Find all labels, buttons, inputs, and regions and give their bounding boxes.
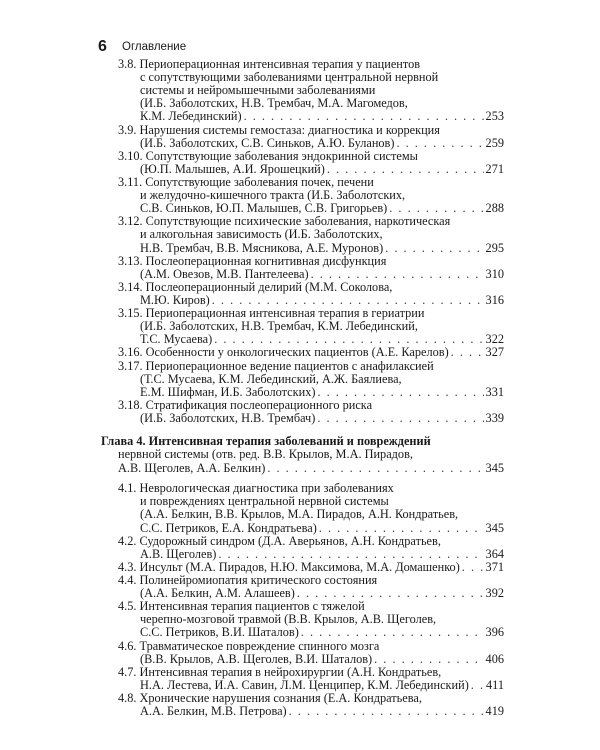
page-ref: 288 bbox=[485, 201, 504, 216]
dot-leader bbox=[317, 411, 483, 425]
toc-line: А.В. Щеголев, А.А. Белкин) . . . 345 bbox=[118, 461, 504, 475]
toc-line: 3.15. Периоперационная интенсивная терапия в гериатрии bbox=[118, 306, 425, 321]
page-header bbox=[98, 40, 518, 56]
toc-line: системы и нейромышечными заболеваниями bbox=[140, 83, 376, 98]
page-ref: 345 bbox=[485, 520, 504, 535]
running-head: Оглавление bbox=[122, 41, 187, 53]
toc-line: (А.А. Белкин, А.М. Алашеев) . . . 392 bbox=[140, 586, 504, 600]
toc-line: 3.17. Периоперационное ведение пациентов с анафилаксией bbox=[118, 358, 434, 373]
page-number: 6 bbox=[98, 38, 107, 55]
toc-line: Т.С. Мусаева) . . . 322 bbox=[140, 332, 504, 346]
dot-leader bbox=[311, 267, 484, 281]
toc-line: 3.8. Периоперационная интенсивная терапия у пациентов bbox=[118, 57, 421, 71]
toc-line: и алкогольная зависимость (И.Б. Заболотских, bbox=[140, 227, 383, 242]
dot-leader bbox=[327, 162, 484, 176]
chapter-heading: Глава 4. Интенсивная терапия заболеваний и повреждений bbox=[101, 434, 431, 449]
page-ref: 310 bbox=[485, 266, 504, 281]
dot-leader bbox=[244, 109, 484, 123]
toc-line: 4.5. Интенсивная терапия пациентов с тяжелой bbox=[118, 599, 365, 614]
toc-line: (А.А. Белкин, В.В. Крылов, М.А. Пирадов, А.Н. Кондратьев, bbox=[140, 507, 459, 522]
toc-line: С.С. Петриков, В.И. Шаталов) . . . 396 bbox=[140, 625, 504, 639]
toc-line: 3.9. Нарушения системы гемостаза: диагностика и коррекция bbox=[118, 122, 440, 137]
dot-leader bbox=[317, 385, 483, 399]
page-ref: 316 bbox=[485, 293, 504, 307]
toc-line: 3.14. Послеоперационный делирий (М.М. Соколова, bbox=[118, 279, 393, 294]
toc-line: Е.М. Шифман, И.Б. Заболотских) . . . 331 bbox=[140, 385, 504, 399]
dot-leader bbox=[462, 560, 484, 574]
page-ref: 339 bbox=[485, 410, 504, 425]
dot-leader bbox=[451, 345, 484, 359]
page-ref: 371 bbox=[485, 559, 504, 574]
dot-leader bbox=[389, 201, 483, 215]
dot-leader bbox=[289, 704, 484, 718]
page-ref: 406 bbox=[485, 651, 504, 666]
page-ref: 322 bbox=[485, 332, 504, 347]
toc-line: Н.В. Трембач, В.В. Мясникова, А.Е. Муронов) . . . 295 bbox=[140, 241, 504, 255]
dot-leader bbox=[319, 521, 484, 535]
page-ref: 271 bbox=[485, 161, 504, 176]
toc-line: 4.6. Травматическое повреждение спинного мозга bbox=[118, 638, 380, 653]
page-ref: 411 bbox=[486, 677, 504, 692]
dot-leader bbox=[396, 136, 483, 150]
toc-line: нервной системы (отв. ред. В.В. Крылов, М.А. Пирадов, bbox=[118, 447, 413, 462]
toc-line: 3.11. Сопутствующие заболевания почек, печени bbox=[118, 175, 374, 189]
toc-line: К.М. Лебединский) . . . 253 bbox=[140, 109, 504, 123]
dot-leader bbox=[214, 332, 483, 346]
dot-leader bbox=[374, 652, 483, 666]
toc-line: 4.1. Неврологическая диагностика при заболеваниях bbox=[118, 481, 394, 496]
toc-line: Н.А. Лестева, И.А. Савин, Л.М. Ценципер, К.М. Лебединский) . . . 411 bbox=[140, 678, 504, 692]
toc-line: (Т.С. Мусаева, К.М. Лебединский, А.Ж. Баялиева, bbox=[140, 371, 402, 386]
page-ref: 295 bbox=[485, 240, 504, 255]
toc-line: 3.13. Послеоперационная когнитивная дисфункция bbox=[118, 253, 387, 268]
toc-line: (Ю.П. Малышев, А.И. Ярошецкий) . . . 271 bbox=[140, 162, 504, 176]
toc-line: и повреждениях центральной нервной системы bbox=[140, 494, 389, 509]
toc-line: 4.4. Полинейромиопатия критического состояния bbox=[118, 572, 378, 587]
toc-line: С.В. Синьков, Ю.П. Малышев, С.В. Григорьев) . . . 288 bbox=[140, 201, 504, 215]
toc-line: (И.Б. Заболотских, Н.В. Трембач, М.А. Магомедов, bbox=[140, 96, 408, 111]
toc-line: с сопутствующими заболеваниями центральной нервной bbox=[140, 70, 439, 85]
page-ref: 345 bbox=[485, 460, 504, 475]
toc-line: 3.10. Сопутствующие заболевания эндокринной системы bbox=[118, 148, 418, 163]
page-ref: 331 bbox=[485, 384, 504, 399]
toc-line: (И.Б. Заболотских, Н.В. Трембач) . . . 339 bbox=[140, 411, 504, 425]
page-ref: 253 bbox=[485, 109, 504, 124]
page-ref: 392 bbox=[485, 586, 504, 600]
dot-leader bbox=[267, 461, 483, 475]
toc-line: (А.М. Овезов, М.В. Пантелеева) . . . 310 bbox=[140, 267, 504, 281]
toc-line: черепно-мозговой травмой (В.В. Крылов, А.В. Щеголев, bbox=[140, 612, 437, 627]
page-ref: 396 bbox=[485, 625, 504, 640]
toc-line: (В.В. Крылов, А.В. Щеголев, В.И. Шаталов) . . . 406 bbox=[140, 652, 504, 666]
toc-line: 4.8. Хронические нарушения сознания (Е.А. Кондратьева, bbox=[118, 690, 422, 705]
page-ref: 419 bbox=[485, 704, 504, 718]
toc-line: 4.2. Судорожный синдром (Д.А. Аверьянов, А.Н. Кондратьев, bbox=[118, 533, 441, 548]
toc-line: А.А. Белкин, М.В. Петрова) . . . 419 bbox=[140, 704, 504, 718]
toc-line: 3.18. Стратификация послеоперационного риска bbox=[118, 397, 373, 412]
toc-line: (И.Б. Заболотских, С.В. Синьков, А.Ю. Буланов) . . . 259 bbox=[140, 136, 504, 150]
toc-line: 3.16. Особенности у онкологических пациентов (А.Е. Карелов) . . . 327 bbox=[118, 345, 504, 359]
toc-line: 4.7. Интенсивная терапия в нейрохирургии (А.Н. Кондратьев, bbox=[118, 664, 442, 679]
dot-leader bbox=[471, 678, 484, 692]
dot-leader bbox=[218, 547, 483, 561]
dot-leader bbox=[301, 625, 484, 639]
toc-line: А.В. Щеголев) . . . 364 bbox=[140, 547, 504, 561]
toc-line: (И.Б. Заболотских, Н.В. Трембач, К.М. Лебединский, bbox=[140, 319, 418, 334]
toc-line: С.С. Петриков, Е.А. Кондратьева) . . . 345 bbox=[140, 521, 504, 535]
toc-line: 4.3. Инсульт (М.А. Пирадов, Н.Ю. Максимова, М.А. Домашенко) . . . 371 bbox=[118, 560, 504, 574]
dot-leader bbox=[385, 241, 483, 255]
toc-line: М.Ю. Киров) . . . 316 bbox=[140, 293, 504, 307]
toc-line: и желудочно-кишечного тракта (И.Б. Заболотских, bbox=[140, 188, 406, 203]
page-ref: 259 bbox=[485, 135, 504, 150]
dot-leader bbox=[212, 293, 484, 307]
dot-leader bbox=[297, 586, 484, 600]
page-ref: 327 bbox=[485, 345, 504, 360]
toc-line: 3.12. Сопутствующие психические заболевания, наркотическая bbox=[118, 214, 451, 229]
page-ref: 364 bbox=[485, 546, 504, 561]
